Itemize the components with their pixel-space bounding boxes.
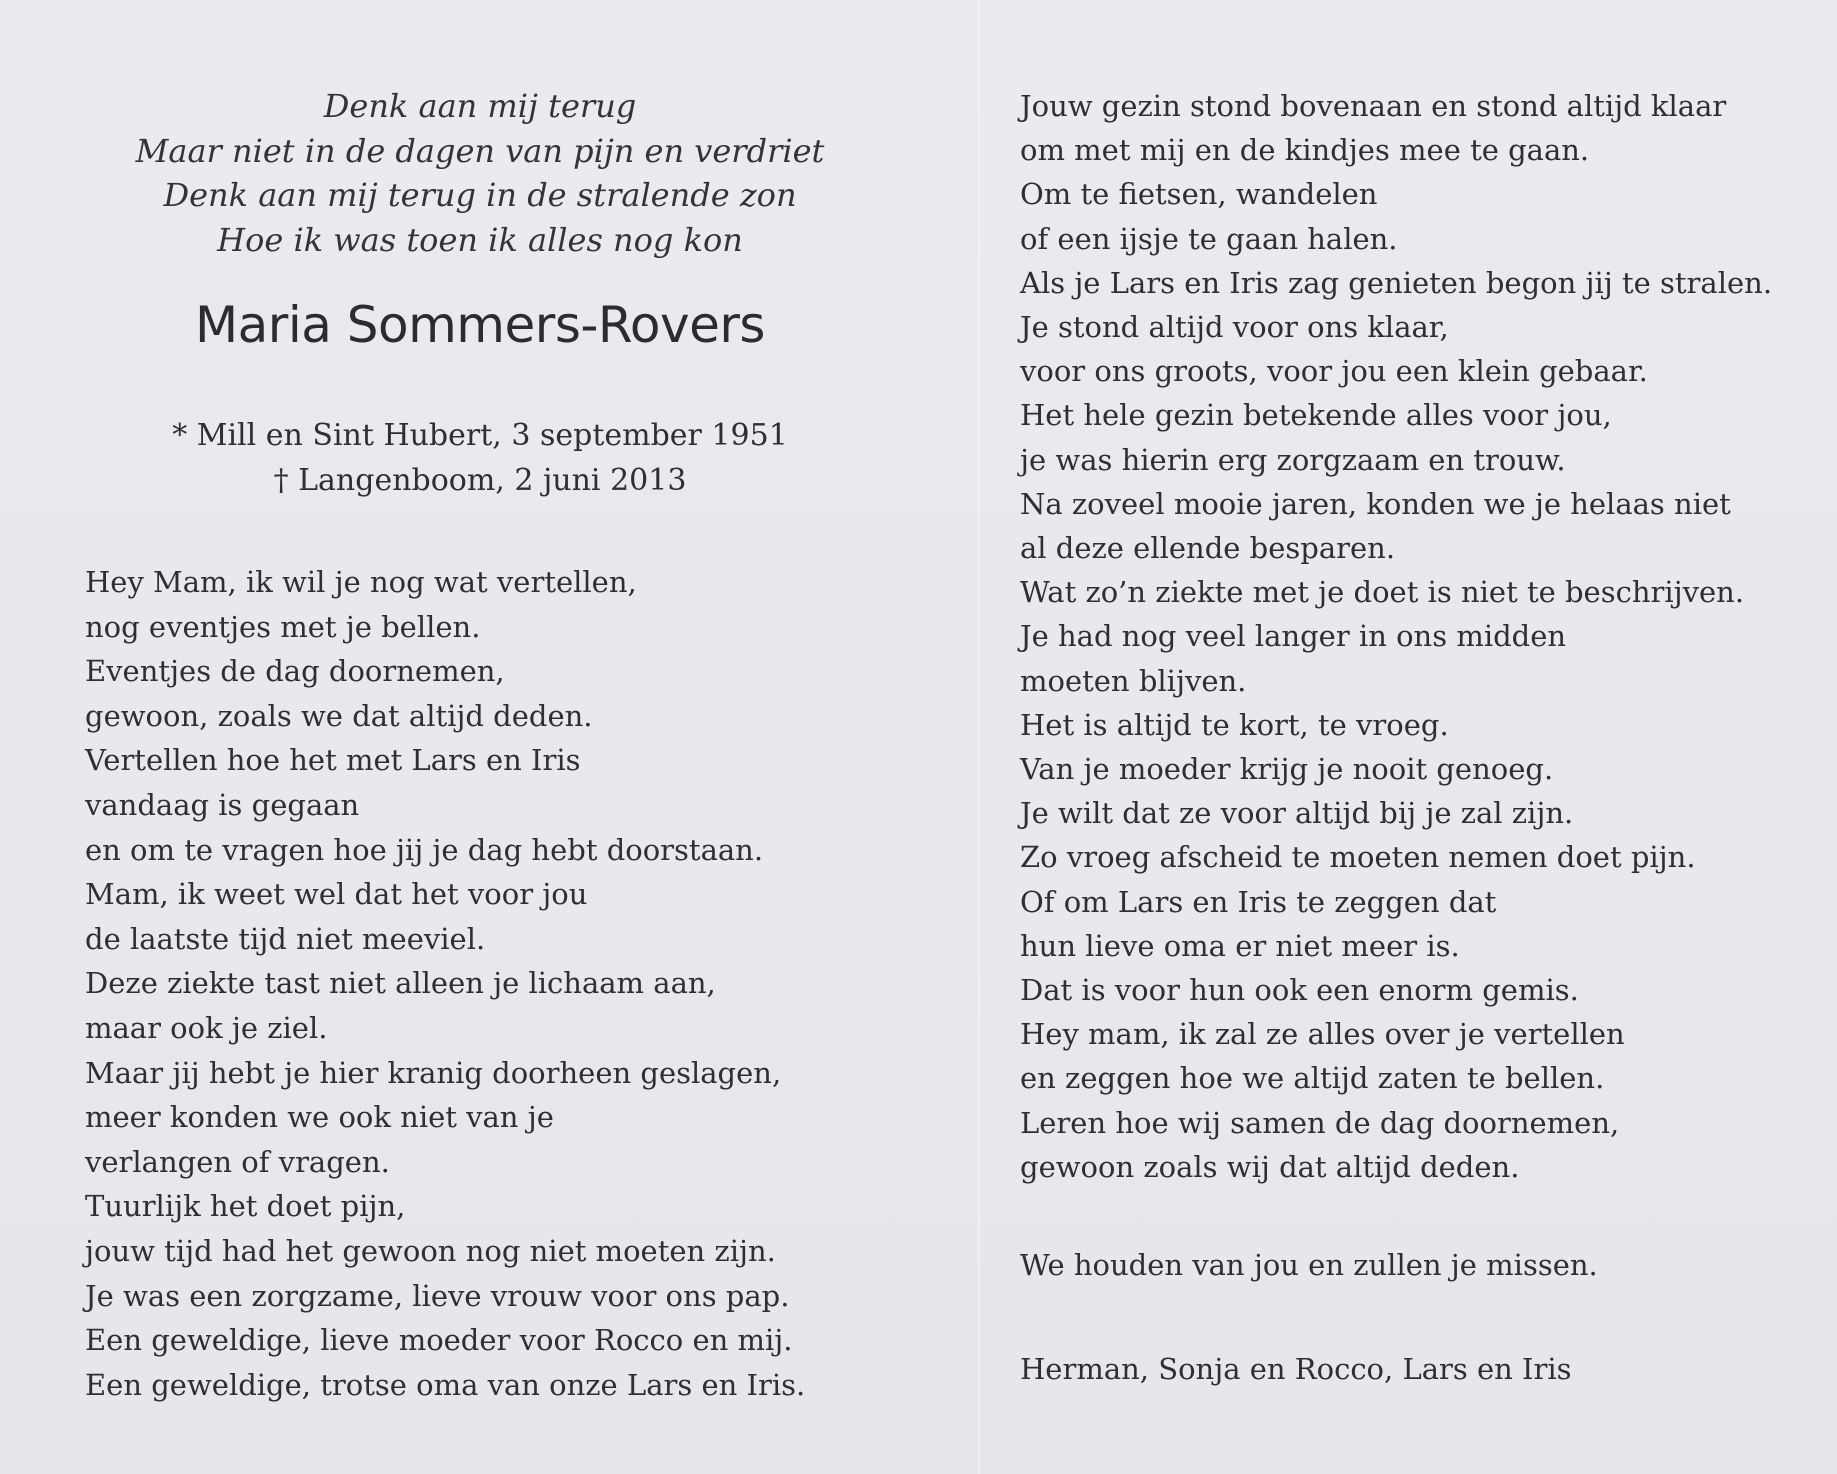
poem-line: en zeggen hoe we altijd zaten te bellen. (1020, 1061, 1605, 1096)
quote-line: Hoe ik was toen ik alles nog kon (217, 220, 743, 259)
poem-line: de laatste tijd niet meeviel. (85, 921, 486, 956)
poem-line: Als je Lars en Iris zag genieten begon jij te stralen. (1020, 265, 1773, 300)
poem-line: maar ook je ziel. (85, 1010, 328, 1045)
poem-line: Een geweldige, lieve moeder voor Rocco en mij. (85, 1323, 793, 1358)
family-signature: Herman, Sonja en Rocco, Lars en Iris (1020, 1352, 1572, 1386)
poem-line: gewoon, zoals we dat altijd deden. (85, 698, 593, 733)
poem-line: al deze ellende besparen. (1020, 531, 1396, 566)
card-fold-line (978, 0, 980, 1474)
death-line: † Langenboom, 2 juni 2013 (273, 463, 687, 498)
poem-left-column (85, 560, 905, 1407)
poem-line: moeten blijven. (1020, 663, 1247, 698)
poem-line: hun lieve oma er niet meer is. (1020, 928, 1460, 963)
poem-line: Jouw gezin stond bovenaan en stond altijd klaar (1020, 89, 1727, 123)
poem-line: Het is altijd te kort, te vroeg. (1020, 707, 1449, 742)
poem-line: Je wilt dat ze voor altijd bij je zal zijn. (1020, 796, 1574, 831)
poem-line: vandaag is gegaan (85, 787, 360, 822)
quote-line: Denk aan mij terug (323, 87, 637, 125)
poem-line: voor ons groots, voor jou een klein gebaar. (1020, 354, 1648, 389)
poem-line: Leren hoe wij samen de dag doornemen, (1020, 1105, 1620, 1140)
poem-line: Je stond altijd voor ons klaar, (1020, 310, 1449, 345)
poem-line: Tuurlijk het doet pijn, (85, 1189, 406, 1224)
poem-line: Dat is voor hun ook een enorm gemis. (1020, 973, 1579, 1008)
poem-line: om met mij en de kindjes mee te gaan. (1020, 133, 1590, 168)
poem-line: Het hele gezin betekende alles voor jou, (1020, 398, 1612, 433)
birth-line: * Mill en Sint Hubert, 3 september 1951 (172, 418, 788, 453)
poem-line: Mam, ik weet wel dat het voor jou (85, 877, 588, 912)
poem-right-column (1020, 84, 1820, 1189)
poem-line: en om te vragen hoe jij je dag hebt doorstaan. (85, 832, 764, 867)
poem-line: Zo vroeg afscheid te moeten nemen doet pijn. (1020, 840, 1696, 875)
poem-line: meer konden we ook niet van je (85, 1100, 554, 1135)
poem-line: Hey Mam, ik wil je nog wat vertellen, (85, 565, 637, 599)
poem-line: Vertellen hoe het met Lars en Iris (85, 743, 581, 778)
quote-line: Denk aan mij terug in de stralende zon (163, 176, 797, 214)
poem-line: gewoon zoals wij dat altijd deden. (1020, 1149, 1520, 1184)
poem-line: Je had nog veel langer in ons midden (1020, 619, 1567, 654)
poem-line: jouw tijd had het gewoon nog niet moeten zijn. (85, 1233, 776, 1268)
poem-line: nog eventjes met je bellen. (85, 609, 481, 644)
poem-line: Eventjes de dag doornemen, (85, 654, 505, 689)
opening-quote (85, 84, 875, 262)
poem-line: Van je moeder krijg je nooit genoeg. (1020, 752, 1554, 787)
life-dates (85, 413, 875, 503)
poem-line: Een geweldige, trotse oma van onze Lars en Iris. (85, 1367, 806, 1402)
closing-line: We houden van jou en zullen je missen. (1020, 1248, 1598, 1282)
poem-line: verlangen of vragen. (85, 1144, 390, 1179)
deceased-name: Maria Sommers-Rovers (195, 296, 765, 354)
poem-line: Je was een zorgzame, lieve vrouw voor ons pap. (85, 1278, 790, 1313)
poem-line: Deze ziekte tast niet alleen je lichaam aan, (85, 966, 716, 1001)
poem-line: Na zoveel mooie jaren, konden we je helaas niet (1020, 486, 1731, 521)
poem-line: Of om Lars en Iris te zeggen dat (1020, 884, 1497, 919)
quote-line: Maar niet in de dagen van pijn en verdriet (135, 131, 825, 170)
poem-line: of een ijsje te gaan halen. (1020, 221, 1398, 256)
poem-line: je was hierin erg zorgzaam en trouw. (1020, 442, 1566, 477)
poem-line: Om te fietsen, wandelen (1020, 177, 1378, 212)
poem-line: Hey mam, ik zal ze alles over je vertellen (1020, 1017, 1625, 1052)
poem-line: Wat zo’n ziekte met je doet is niet te beschrijven. (1020, 575, 1745, 610)
poem-line: Maar jij hebt je hier kranig doorheen geslagen, (85, 1055, 782, 1090)
